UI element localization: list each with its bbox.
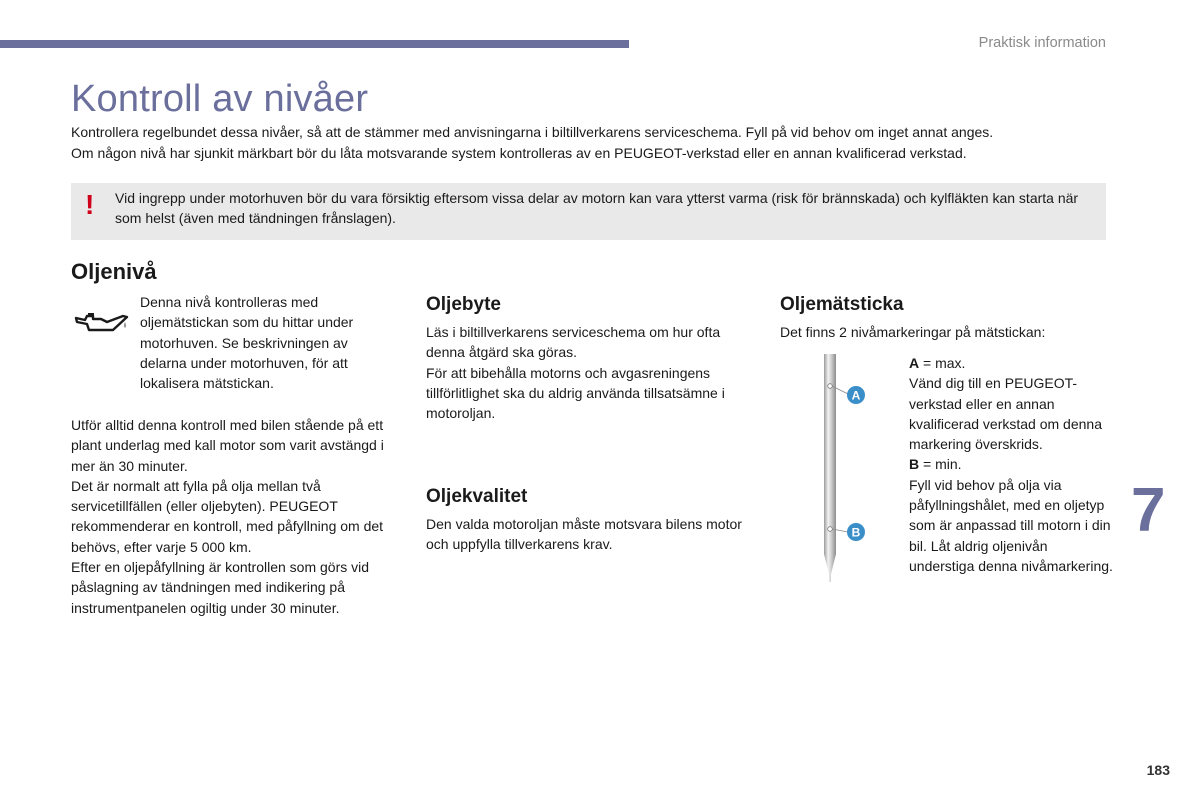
warning-text: Vid ingrepp under motorhuven bör du vara försiktig eftersom vissa delar av motorn kan vara ytterst varma (risk för brännskada) och kylfläkten kan starta när som helst (även med tändningen frånslagen). bbox=[115, 190, 1079, 226]
section-label: Praktisk information bbox=[978, 35, 1106, 51]
oljematsticka-heading: Oljemätsticka bbox=[780, 294, 904, 315]
oljekvalitet-text: Den valda motoroljan måste motsvara bilens motor och uppfylla tillverkarens krav. bbox=[426, 516, 742, 553]
oljeniva-main-text bbox=[71, 415, 411, 618]
oljeniva-heading: Oljenivå bbox=[71, 259, 157, 284]
oljeniva-paragraph-3: Efter en oljepåfyllning är kontrollen som görs vid påslagning av tändningen med indikering på instrumentpanelen ogiltig under 30 minuter. bbox=[71, 559, 370, 616]
intro-line-2: Om någon nivå har sjunkit märkbart bör du låta motsvarande system kontrolleras av en PEUGEOT-verkstad eller en annan kvalificerad verkstad. bbox=[71, 145, 967, 161]
marker-b-label bbox=[909, 454, 1114, 474]
oljematsticka-intro: Det finns 2 nivåmarkeringar på mätstickan: bbox=[780, 324, 1046, 340]
marker-a-letter: A bbox=[909, 355, 920, 371]
oljekvalitet-heading: Oljekvalitet bbox=[426, 486, 528, 507]
marker-b-letter: B bbox=[909, 456, 920, 473]
intro-text bbox=[71, 122, 1111, 164]
oljeniva-paragraph-1: Utför alltid denna kontroll med bilen stående på ett plant underlag med kall motor som varit avstängd i mer än 30 minuter. bbox=[71, 417, 384, 474]
page-title: Kontroll av nivåer bbox=[71, 78, 369, 120]
header-accent-bar bbox=[0, 40, 629, 48]
oil-can-icon bbox=[73, 308, 129, 338]
marker-a-text: Vänd dig till en PEUGEOT-verkstad eller en annan kvalificerad verkstad om denna markering överskrids. bbox=[909, 375, 1102, 453]
chapter-number: 7 bbox=[1131, 476, 1166, 545]
marker-a-badge-label: A bbox=[851, 388, 861, 403]
marker-b-meaning: = min. bbox=[919, 456, 962, 473]
dipstick-illustration bbox=[812, 354, 872, 586]
dipstick-markers-text bbox=[909, 353, 1114, 576]
oljebyte-paragraph-1: Läs i biltillverkarens serviceschema om hur ofta denna åtgärd ska göras. bbox=[426, 324, 721, 361]
marker-a-meaning: = max. bbox=[919, 355, 966, 371]
marker-b-text: Fyll vid behov på olja via påfyllningshålet, med en oljetyp som är anpassad till motorn i din bil. Låt aldrig oljenivån understiga denna nivåmarkering. bbox=[909, 476, 1113, 574]
page-number: 183 bbox=[1146, 762, 1170, 778]
marker-b-badge-label: B bbox=[851, 525, 861, 540]
oljebyte-text bbox=[426, 322, 756, 423]
oljeniva-paragraph-2: Det är normalt att fylla på olja mellan två servicetillfällen (eller oljebyten). PEUGEOT rekommenderar en kontroll, med påfyllning om det behövs, efter varje 5 000 km. bbox=[71, 477, 384, 555]
marker-a-label bbox=[909, 353, 1114, 373]
warning-exclamation-icon: ! bbox=[85, 189, 95, 220]
oljebyte-heading: Oljebyte bbox=[426, 294, 501, 315]
oljebyte-paragraph-2: För att bibehålla motorns och avgasreningens tillförlitlighet ska du aldrig använda tillsatsämne i motoroljan. bbox=[426, 364, 725, 422]
intro-line-1: Kontrollera regelbundet dessa nivåer, så att de stämmer med anvisningarna i biltillverkarens serviceschema. Fyll på vid behov om inget annat anges. bbox=[71, 124, 994, 140]
warning-box bbox=[71, 183, 1106, 240]
oljeniva-side-text: Denna nivå kontrolleras med oljemätstickan som du hittar under motorhuven. Se beskrivningen av delarna under motorhuven, för att lokalisera mätstickan. bbox=[140, 294, 354, 392]
